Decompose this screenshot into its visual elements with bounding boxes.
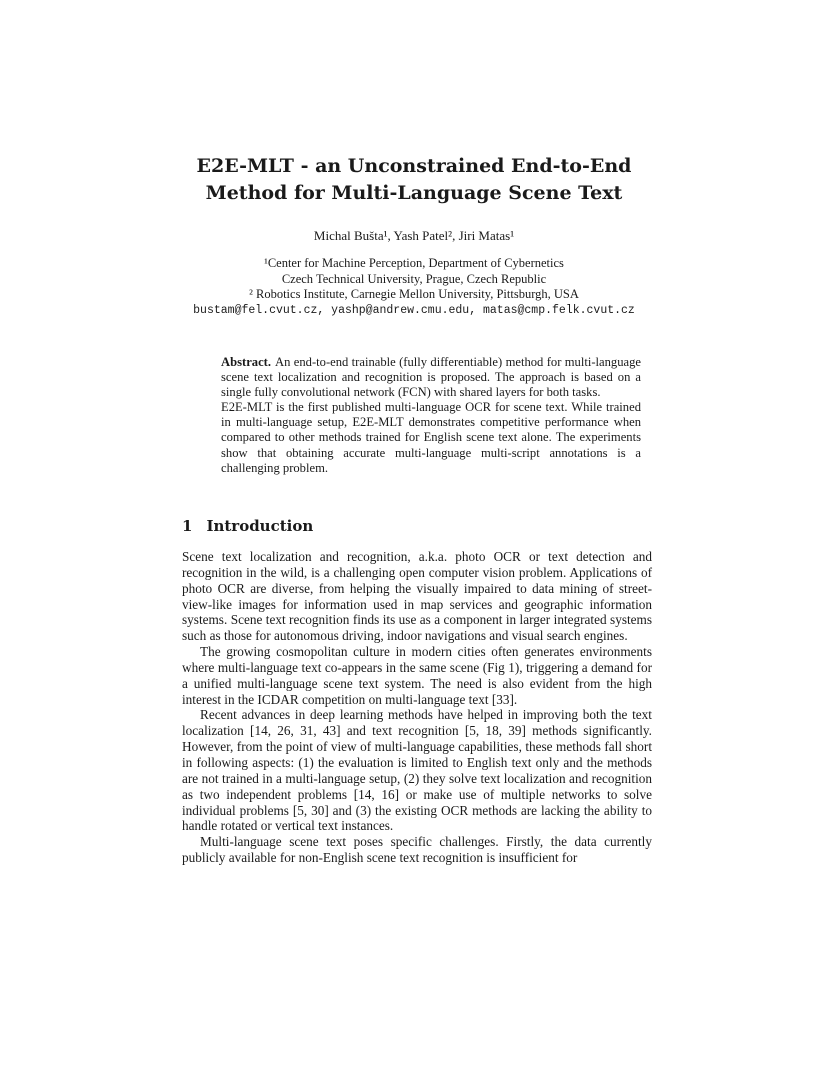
section-heading <box>182 516 313 536</box>
abstract <box>221 355 641 476</box>
abstract-text-1: An end-to-end trainable (fully differentiable) method for multi-language scene text localization and recognition is proposed. The approach is based on a single fully convolutional network (FCN) with shared layers for both tasks. <box>221 355 641 400</box>
title-line-1: E2E-MLT - an Unconstrained End-to-End <box>196 155 632 177</box>
section-body <box>182 549 652 866</box>
affiliation-1: ¹Center for Machine Perception, Department of Cybernetics <box>264 256 564 270</box>
author-list: Michal Bušta¹, Yash Patel², Jiri Matas¹ <box>313 228 515 243</box>
author-emails: bustam@fel.cvut.cz, yashp@andrew.cmu.edu, matas@cmp.felk.cvut.cz <box>193 303 635 317</box>
section-number: 1 <box>182 517 193 535</box>
affiliation-2: ² Robotics Institute, Carnegie Mellon University, Pittsburgh, USA <box>249 287 579 301</box>
affiliation-1-institution: Czech Technical University, Prague, Czech Republic <box>281 271 547 286</box>
paper-title <box>0 153 828 207</box>
abstract-paragraph-1 <box>221 355 641 400</box>
section-title: Introduction <box>206 517 314 535</box>
abstract-label: Abstract. <box>221 355 272 369</box>
title-line-2: Method for Multi-Language Scene Text <box>205 182 623 204</box>
body-paragraph-1: Scene text localization and recognition, a.k.a. photo OCR or text detection and recognition in the wild, is a challenging open computer vision problem. Applications of photo OCR are diverse, from helping the visually impaired to data mining of street-view-like images for information used in map services and geographic information systems. Scene text recognition finds its use as a component in larger integrated systems such as those for autonomous driving, indoor navigations and visual search engines. <box>182 549 652 644</box>
body-paragraph-3: Recent advances in deep learning methods have helped in improving both the text localization [14, 26, 31, 43] and text recognition [5, 18, 39] methods significantly. However, from the point of view of multi-language capabilities, these methods fall short in following aspects: (1) the evaluation is limited to English text only and the methods are not trained in a multi-language setup, (2) they solve text localization and recognition as two independent problems [14, 16] or make use of multiple networks to solve individual problems [5, 30] and (3) the existing OCR methods are lacking the ability to handle rotated or vertical text instances. <box>182 707 652 834</box>
body-paragraph-2: The growing cosmopolitan culture in modern cities often generates environments where multi-language text co-appears in the same scene (Fig 1), triggering a demand for a unified multi-language scene text system. The need is also evident from the high interest in the ICDAR competition on multi-language text [33]. <box>182 644 652 707</box>
abstract-paragraph-2: E2E-MLT is the first published multi-language OCR for scene text. While trained in multi-language setup, E2E-MLT demonstrates competitive performance when compared to other methods trained for English scene text alone. The experiments show that obtaining accurate multi-language multi-script annotations is a challenging problem. <box>221 400 641 475</box>
affiliations <box>0 256 828 318</box>
body-paragraph-4: Multi-language scene text poses specific challenges. Firstly, the data currently publicly available for non-English scene text recognition is insufficient for <box>182 834 652 866</box>
